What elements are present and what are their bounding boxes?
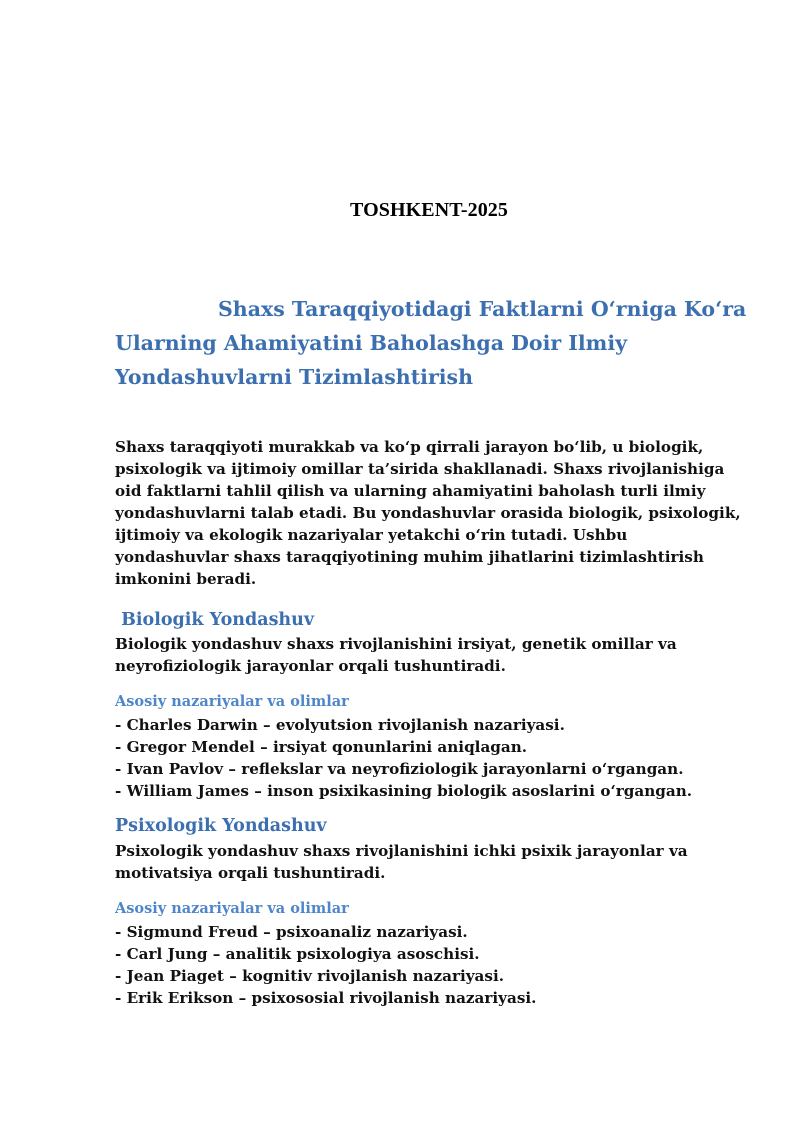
list-item: - Gregor Mendel – irsiyat qonunlarini aniqlagan. xyxy=(115,738,528,756)
section-heading-biologik: Biologik Yondashuv xyxy=(115,610,315,630)
list-item: - Erik Erikson – psixososial rivojlanish nazariyasi. xyxy=(115,989,537,1007)
list-item: - Charles Darwin – evolyutsion rivojlanish nazariyasi. xyxy=(115,716,565,734)
title-line-2: Ularning Ahamiyatini Baholashga Doir Ilmiy xyxy=(115,331,628,355)
list-item: - Carl Jung – analitik psixologiya asoschisi. xyxy=(115,945,480,963)
list-item: - Jean Piaget – kognitiv rivojlanish nazariyasi. xyxy=(115,967,505,985)
subheading-psixologik-theories: Asosiy nazariyalar va olimlar xyxy=(115,900,349,917)
city-year-label: TOSHKENT-2025 xyxy=(349,199,509,221)
subheading-biologik-theories: Asosiy nazariyalar va olimlar xyxy=(115,693,349,710)
section-heading-psixologik: Psixologik Yondashuv xyxy=(115,816,327,836)
list-item: - William James – inson psixikasining biologik asoslarini o‘rgangan. xyxy=(115,782,693,800)
document-body xyxy=(115,436,745,1009)
title-line-1: Shaxs Taraqqiyotidagi Faktlarni O‘rniga Ko‘ra xyxy=(218,297,747,321)
list-item: - Ivan Pavlov – reflekslar va neyrofiziologik jarayonlarni o‘rgangan. xyxy=(115,760,684,778)
intro-paragraph: Shaxs taraqqiyoti murakkab va ko‘p qirrali jarayon bo‘lib, u biologik, psixologik va ijtimoiy omillar ta’sirida shakllanadi. Shaxs rivojlanishiga oid faktlarni tahlil qilish va ularning ahamiyatini baholash turli ilmiy yondashuvlarni talab etadi. Bu yondashuvlar orasida biologik, psixologik, ijtimoiy va ekologik nazariyalar yetakchi o‘rin tutadi. Ushbu yondashuvlar shaxs taraqqiyotining muhim jihatlarini tizimlashtirish imkonini beradi. xyxy=(115,438,741,588)
list-item: - Sigmund Freud – psixoanaliz nazariyasi. xyxy=(115,923,468,941)
section-description-psixologik: Psixologik yondashuv shaxs rivojlanishini ichki psixik jarayonlar va motivatsiya orqali tushuntiradi. xyxy=(115,842,688,882)
scientist-list-biologik xyxy=(115,714,745,802)
scientist-list-psixologik xyxy=(115,921,745,1009)
title-line-3: Yondashuvlarni Tizimlashtirish xyxy=(115,365,473,389)
document-title xyxy=(115,292,755,394)
section-description-biologik: Biologik yondashuv shaxs rivojlanishini irsiyat, genetik omillar va neyrofiziologik jarayonlar orqali tushuntiradi. xyxy=(115,635,677,675)
